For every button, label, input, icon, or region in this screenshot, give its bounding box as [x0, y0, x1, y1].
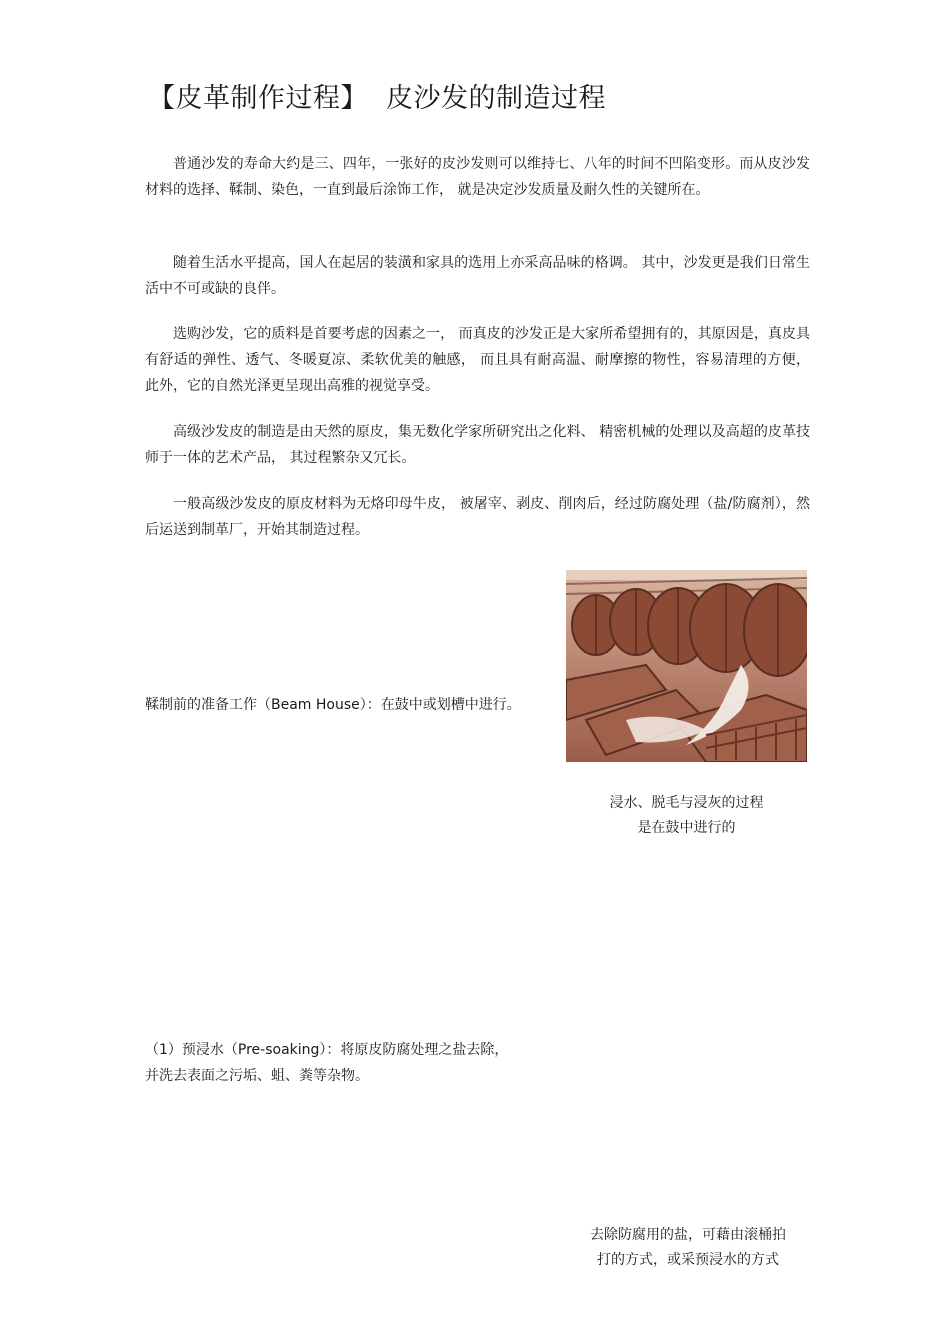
presoak-line-2: 并洗去表面之污垢、蛆、粪等杂物。 — [145, 1068, 369, 1084]
paragraph-choosing-sofa: 选购沙发，它的质料是首要考虑的因素之一， 而真皮的沙发正是大家所希望拥有的，其原因是，真皮具有舒适的弹性、透气、冬暖夏凉、柔软优美的触感， 而且具有耐高温、耐摩擦的物性，容易清理的方便， 此外，它的自然光泽更呈现出高雅的视觉享受。 — [145, 326, 810, 394]
photo-caption — [566, 791, 807, 841]
salt-removal-caption — [560, 1223, 816, 1273]
salt-caption-line-1: 去除防腐用的盐，可藉由滚桶拍 — [590, 1227, 786, 1243]
presoak-line-1: （1）预浸水（Pre-soaking）：将原皮防腐处理之盐去除， — [145, 1042, 509, 1058]
paragraph-sofa-lifespan: 普通沙发的寿命大约是三、四年，一张好的皮沙发则可以维持七、八年的时间不凹陷变形。而从皮沙发材料的选择、鞣制、染色，一直到最后涂饰工作， 就是决定沙发质量及耐久性的关键所在。 — [145, 156, 810, 198]
title-bracket: 【皮革制作过程】 — [148, 83, 368, 114]
tannery-drum-photo — [566, 570, 807, 762]
title-main: 皮沙发的制造过程 — [386, 83, 606, 114]
salt-caption-line-2: 打的方式，或采预浸水的方式 — [597, 1252, 779, 1268]
beam-house-text: 鞣制前的准备工作（Beam House）：在鼓中或划槽中进行。 — [145, 697, 521, 713]
page-title — [148, 76, 606, 115]
photo-caption-line-1: 浸水、脱毛与浸灰的过程 — [609, 795, 764, 811]
paragraph-leather-manufacture: 高级沙发皮的制造是由天然的原皮，集无数化学家所研究出之化料、 精密机械的处理以及高超的皮革技师于一体的艺术产品， 其过程繁杂又冗长。 — [145, 424, 810, 466]
presoak-text — [145, 1037, 508, 1089]
photo-caption-line-2: 是在鼓中进行的 — [637, 820, 736, 836]
paragraph-living-standard: 随着生活水平提高，国人在起居的装潢和家具的选用上亦采高品味的格调。 其中，沙发更是我们日常生活中不可或缺的良伴。 — [145, 255, 810, 297]
paragraph-raw-hide: 一般高级沙发皮的原皮材料为无烙印母牛皮， 被屠宰、剥皮、削肉后，经过防腐处理（盐/防腐剂），然后运送到制革厂，开始其制造过程。 — [145, 496, 810, 538]
